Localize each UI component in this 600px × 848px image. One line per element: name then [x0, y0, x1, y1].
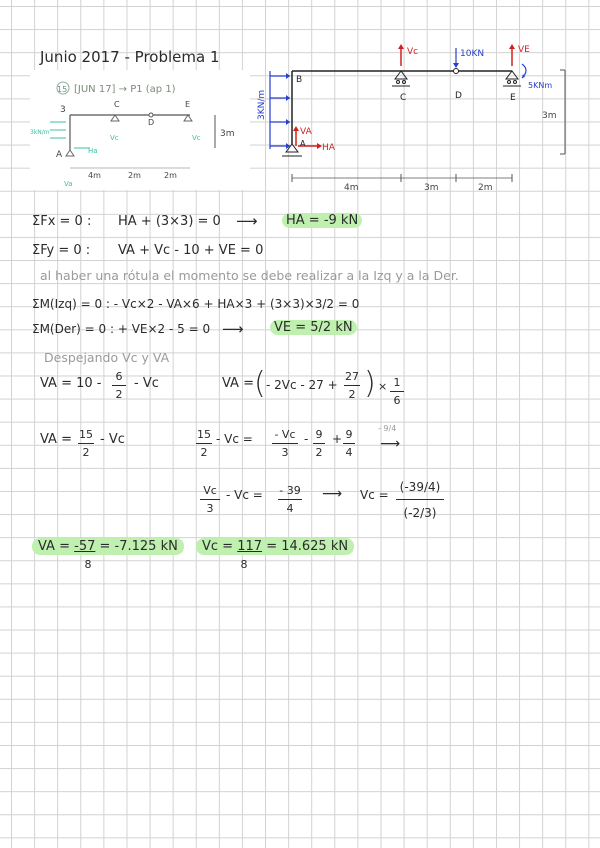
- va2-paren-open: (: [254, 366, 266, 401]
- va1-den: 2: [115, 388, 123, 401]
- va2-bar: [344, 385, 360, 386]
- va3-tail: - Vc: [100, 432, 125, 447]
- thumb-ref: [JUN 17] → P1 (ap 1): [74, 84, 176, 95]
- b-vc-bar: [272, 443, 298, 444]
- vc-result-lhs: Vc =: [202, 539, 234, 554]
- b-9b-num: 9: [345, 428, 353, 441]
- dim-3: 2m: [478, 183, 493, 193]
- node-e: E: [510, 93, 516, 103]
- b-9-den: 2: [315, 446, 323, 459]
- arrow-2: ⟶: [222, 320, 244, 338]
- sum-fx-label: ΣFx = 0 :: [32, 214, 92, 229]
- c-big-bar: [396, 499, 444, 500]
- va1-tail: - Vc: [134, 376, 159, 391]
- va-label: VA: [300, 127, 312, 137]
- va3-num: 15: [79, 428, 93, 441]
- b-vc-num: - Vc: [274, 428, 296, 441]
- c-vc-den: 3: [206, 502, 214, 515]
- b-arrow: ⟶: [380, 436, 401, 452]
- force-label: 10KN: [460, 49, 485, 59]
- ha-result: HA = -9 kN: [282, 213, 362, 228]
- va3-bar: [78, 443, 94, 444]
- thumb-label-a: A: [56, 150, 63, 160]
- vc-label: Vc: [407, 47, 419, 57]
- thumb-label-d: D: [148, 118, 155, 127]
- c-arrow: ⟶: [322, 486, 343, 502]
- ve-label: VE: [518, 45, 530, 55]
- b-num: 15: [197, 428, 211, 441]
- node-b: B: [296, 75, 303, 85]
- vc-result-num: 117: [237, 539, 263, 554]
- thumb-label-ha: Ha: [88, 147, 98, 155]
- thumb-label-load: 3kN/m: [30, 129, 50, 136]
- b-9-bar: [313, 443, 325, 444]
- va-result-num: -57: [74, 539, 96, 554]
- ve-result: [270, 320, 357, 335]
- vc-result-val: = 14.625 kN: [266, 539, 349, 554]
- va-result-den: 8: [84, 558, 92, 571]
- b-note: - 9/4: [378, 424, 397, 433]
- load-label: 3KN/m: [257, 89, 267, 120]
- thumb-label-3m: 3m: [220, 129, 235, 139]
- thumb-dim-3: 2m: [164, 171, 177, 180]
- despejando-note: Despejando Vc y VA: [44, 350, 170, 365]
- dim-1: 4m: [344, 183, 359, 193]
- arrow-1: ⟶: [236, 212, 258, 230]
- c-mid: - Vc =: [226, 488, 263, 502]
- va3-den: 2: [82, 446, 90, 459]
- moment-label: 5KNm: [528, 81, 553, 90]
- b-9b-den: 4: [345, 446, 353, 459]
- thumb-label-c: C: [114, 100, 120, 109]
- b-mid: - Vc =: [216, 432, 253, 446]
- thumb-dim-2: 2m: [128, 171, 141, 180]
- va1-lhs: VA = 10 -: [40, 376, 102, 391]
- b-plus: +: [332, 432, 343, 446]
- thumb-label-e: E: [185, 100, 191, 109]
- thumb-label-va: Va: [64, 180, 73, 188]
- node-c: C: [400, 93, 407, 103]
- node-a: A: [300, 139, 306, 148]
- va2-times: ×: [378, 380, 388, 393]
- b-9-num: 9: [315, 428, 323, 441]
- va2-paren-close: ): [364, 366, 376, 401]
- va2-lhs: VA =: [222, 376, 254, 391]
- b-minus: -: [304, 432, 309, 446]
- c-big-num: (-39/4): [399, 480, 441, 494]
- va2-fden: 6: [393, 394, 401, 407]
- va1-bar: [112, 385, 126, 386]
- c-r-den: 4: [286, 502, 294, 515]
- thumb-label-ve: Vc: [192, 134, 201, 142]
- va2-fnum: 1: [393, 376, 401, 389]
- va-result-val: = -7.125 kN: [99, 539, 178, 554]
- c-r-num: - 39: [279, 484, 301, 497]
- b-bar: [196, 443, 212, 444]
- va2-den: 2: [348, 388, 356, 401]
- b-vc-den: 3: [281, 446, 289, 459]
- ve-result-frac: 5/2: [310, 320, 332, 335]
- va1-num: 6: [115, 370, 123, 383]
- c-vc-num: Vc: [203, 484, 217, 497]
- page-title: Junio 2017 - Problema 1: [40, 48, 220, 66]
- ha-label: HA: [322, 143, 335, 153]
- fx-equation: HA + (3×3) = 0: [118, 214, 221, 229]
- sum-fy-label: ΣFy = 0 :: [32, 243, 91, 258]
- c-r-bar: [278, 499, 302, 500]
- thumb-label-3: 3: [60, 105, 66, 115]
- moment-right-equation: ΣM(Der) = 0 : + VE×2 - 5 = 0: [32, 322, 211, 336]
- vc-result: [196, 538, 354, 555]
- va2-body: - 2Vc - 27 +: [266, 378, 338, 392]
- hinge-note: al haber una rótula el momento se debe realizar a la Izq y a la Der.: [40, 268, 459, 283]
- c-vc-bar: [200, 499, 220, 500]
- va-result-lhs: VA =: [38, 539, 70, 554]
- thumb-dim-1: 4m: [88, 171, 101, 180]
- va2-fbar: [390, 391, 404, 392]
- fy-equation: VA + Vc - 10 + VE = 0: [118, 243, 264, 258]
- thumb-circled-num: 15: [57, 85, 68, 94]
- ve-result-unit: kN: [335, 320, 353, 335]
- moment-left-equation: ΣM(Izq) = 0 : - Vc×2 - VA×6 + HA×3 + (3×3)×3/2 = 0: [32, 297, 360, 311]
- va-result: [32, 538, 184, 555]
- b-den: 2: [200, 446, 208, 459]
- thumb-label-vc: Vc: [110, 134, 119, 142]
- va2-num: 27: [345, 370, 359, 383]
- node-d: D: [455, 91, 462, 101]
- c-big-den: (-2/3): [403, 506, 437, 520]
- vc-result-den: 8: [240, 558, 248, 571]
- height-label: 3m: [542, 111, 557, 121]
- ve-result-lhs: VE =: [274, 320, 307, 335]
- c-vc-eq: Vc =: [360, 488, 389, 502]
- structure-diagram: [257, 36, 580, 196]
- thumbnail-diagram: [30, 70, 250, 190]
- dim-2: 3m: [424, 183, 439, 193]
- b-9b-bar: [343, 443, 355, 444]
- va3-lhs: VA =: [40, 432, 72, 447]
